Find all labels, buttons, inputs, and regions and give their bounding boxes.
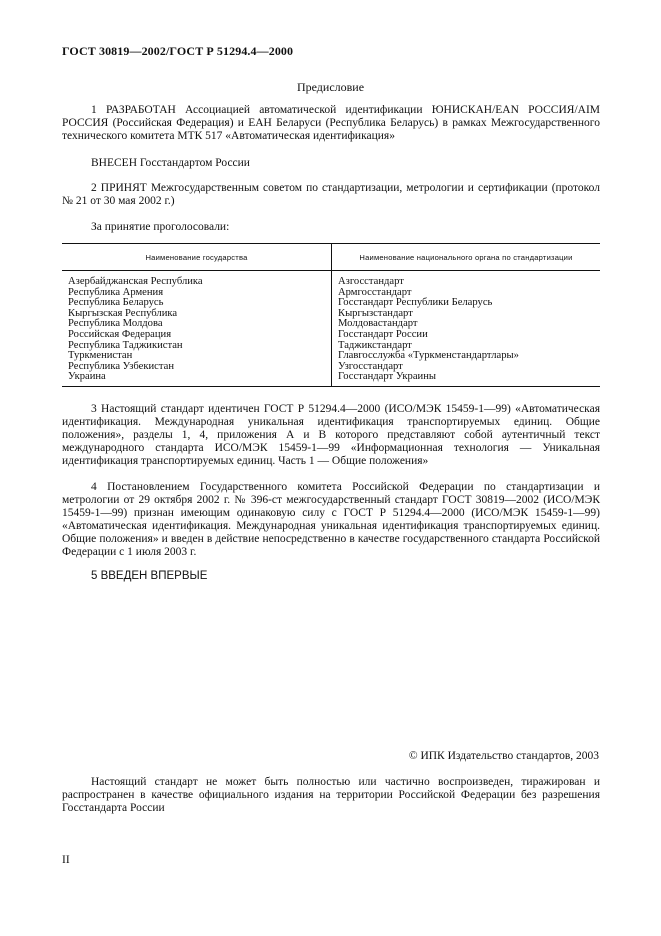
- table-column-bodies: [332, 277, 600, 383]
- paragraph-voted-text: За принятие проголосовали:: [91, 221, 230, 233]
- table-cell-body: Узгосстандарт: [338, 360, 403, 372]
- table-cell-state: Азербайджанская Республика: [68, 276, 203, 287]
- table-cell-body: Госстандарт России: [338, 328, 428, 340]
- paragraph-voted: [62, 221, 600, 234]
- paragraph-developed: [62, 104, 600, 143]
- paragraph-adopted-text: 2 ПРИНЯТ Межгосударственным советом по стандартизации, метрологии и сертификации (протокол № 21 от 30 мая 2002 г.): [62, 182, 600, 207]
- paragraph-introduced-text: ВНЕСЕН Госстандартом России: [91, 157, 250, 169]
- table-header: [62, 244, 600, 271]
- table-cell-body: Кыргызстандарт: [338, 307, 413, 319]
- table-cell-body: Азгосстандарт: [338, 276, 404, 287]
- table-header-body: Наименование национального органа по стандартизации: [359, 252, 573, 262]
- table-cell-state: Республика Узбекистан: [68, 360, 175, 372]
- paragraph-introduced: [62, 157, 600, 170]
- paragraph-first-introduced: [62, 570, 600, 583]
- table-cell-body: Главгосслужба «Туркменстандартлары»: [338, 350, 519, 362]
- table-cell-body: Молдовастандарт: [338, 318, 418, 330]
- document-header: ГОСТ 30819—2002/ГОСТ Р 51294.4—2000: [62, 44, 294, 58]
- paragraph-resolution-text: 4 Постановлением Государственного комитета Российской Федерации по стандартизации и метрологии от 29 октября 2002 г. № 396-ст межгосударственный стандарт ГОСТ 30819—2002 (ИСО/МЭК 15459-1—99) признан имеющим одинаковую силу с ГОСТ Р 51294.4—2000 (ИСО/МЭК 15459-1—99) «Автоматическая идентификация. Международная уникальная идентификация транспортируемых единиц. Общие положения» и введен в действие непосредственно в качестве государственного стандарта Российской Федерации с 1 июля 2003 г.: [62, 481, 600, 558]
- table-body: [62, 271, 600, 386]
- reproduction-notice: [62, 776, 600, 815]
- copyright-notice: © ИПК Издательство стандартов, 2003: [408, 750, 599, 762]
- paragraph-first-introduced-text: 5 ВВЕДЕН ВПЕРВЫЕ: [91, 570, 208, 582]
- page-number: II: [62, 854, 70, 866]
- paragraph-resolution: [62, 481, 600, 559]
- table-cell-state: Республика Молдова: [68, 318, 163, 330]
- table-cell-body: Госстандарт Украины: [338, 371, 436, 383]
- paragraph-identical: [62, 403, 600, 468]
- table-cell-state: Туркменистан: [68, 350, 133, 362]
- paragraph-identical-text: 3 Настоящий стандарт идентичен ГОСТ Р 51294.4—2000 (ИСО/МЭК 15459-1—99) «Автоматическая идентификация. Международная уникальная идентификация транспортируемых единиц. Общие положения», разделы 1, 4, приложения А и В которого представляют собой аутентичный текст международного стандарта ИСО/МЭК 15459-1—99 «Информационная технология — Уникальная идентификация транспортируемых единиц. Часть 1 — Общие положения»: [62, 403, 600, 467]
- table-cell-state: Украина: [68, 371, 106, 383]
- table-cell-body: Госстандарт Республики Беларусь: [338, 297, 493, 309]
- table-column-states: [62, 271, 332, 386]
- voting-table: [62, 243, 600, 387]
- table-header-state: Наименование государства: [62, 244, 332, 270]
- table-cell-state: Кыргызская Республика: [68, 307, 178, 319]
- table-cell-state: Республика Таджикистан: [68, 339, 183, 351]
- table-cell-body: Таджикстандарт: [338, 339, 412, 351]
- paragraph-developed-text: 1 РАЗРАБОТАН Ассоциацией автоматической идентификации ЮНИСКАН/EAN РОССИЯ/AIM РОССИЯ (Российская Федерация) и ЕАН Беларуси (Республика Беларусь) в рамках Межгосударственного технического комитета МТК 517 «Автоматическая идентификация»: [62, 104, 600, 142]
- table-cell-state: Российская Федерация: [68, 328, 172, 340]
- table-cell-state: Республика Беларусь: [68, 297, 164, 309]
- paragraph-adopted: [62, 182, 600, 208]
- reproduction-notice-text: Настоящий стандарт не может быть полностью или частично воспроизведен, тиражирован и распространен в качестве официального издания на территории Российской Федерации без разрешения Госстандарта России: [62, 776, 600, 814]
- table-cell-state: Республика Армения: [68, 286, 164, 298]
- section-heading: Предисловие: [296, 80, 365, 94]
- table-cell-body: Армгосстандарт: [338, 286, 412, 298]
